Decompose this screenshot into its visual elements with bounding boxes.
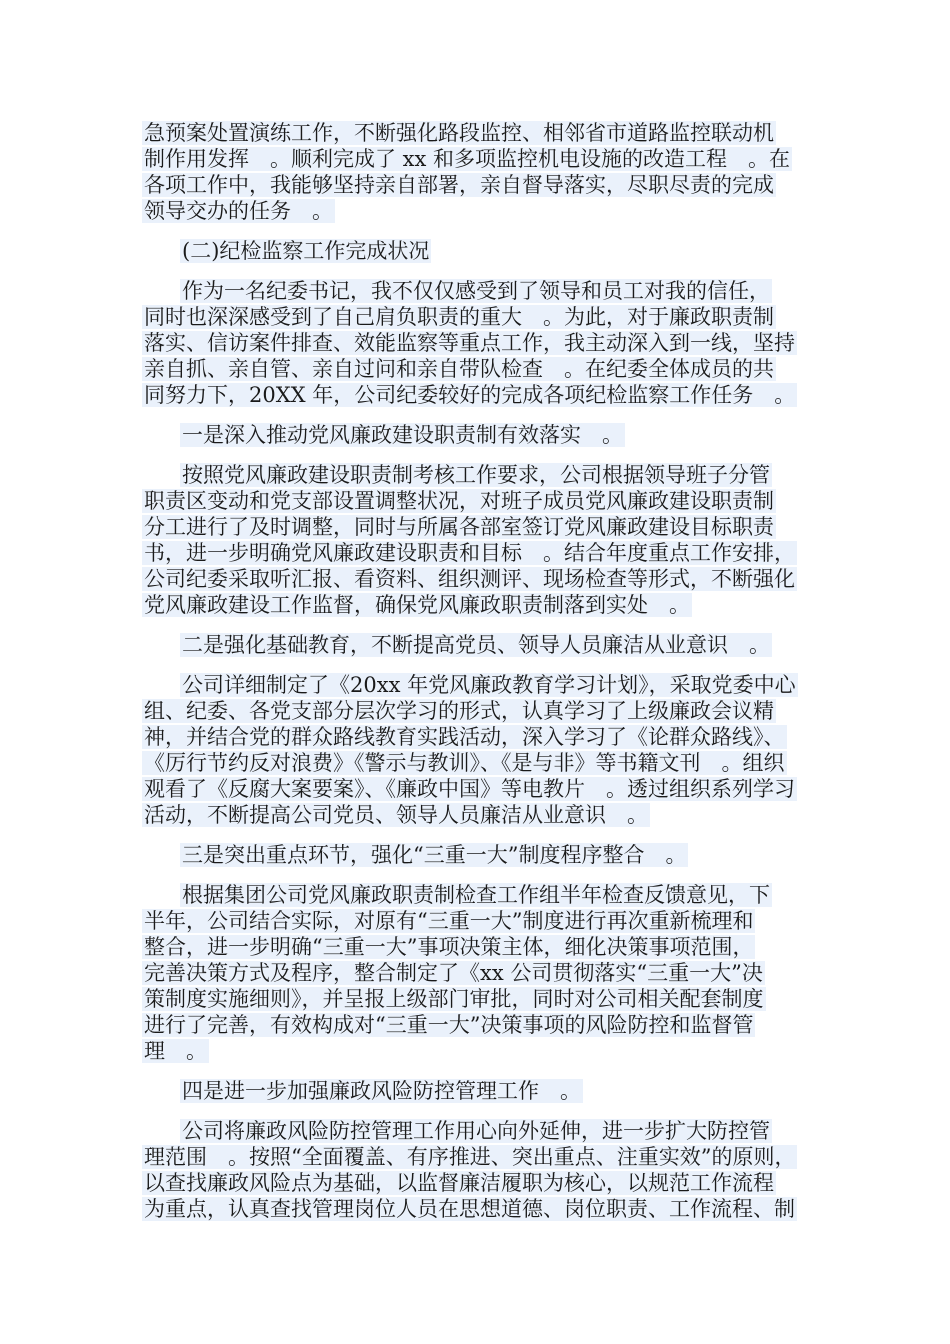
text-line-content: 分工进行了及时调整，同时与所属各部室签订党风廉政建设目标职责 [144, 515, 774, 539]
text-line [142, 842, 832, 868]
text-line-content: 一是深入推动党风廉政建设职责制有效落实 。 [182, 423, 623, 447]
text-line [142, 566, 832, 592]
paragraph [142, 278, 832, 408]
text-line [142, 1196, 832, 1222]
paragraph [142, 462, 832, 618]
text-line [142, 146, 832, 172]
text-line [142, 514, 832, 540]
text-line [142, 802, 832, 828]
text-line-content: 半年，公司结合实际，对原有“三重一大”制度进行再次重新梳理和 [144, 909, 754, 933]
text-line-content: 公司详细制定了《20xx 年党风廉政教育学习计划》，采取党委中心 [182, 673, 796, 697]
text-line-content: 观看了《反腐大案要案》、《廉政中国》等电教片 。透过组织系列学习 [144, 777, 795, 801]
text-line [142, 1118, 832, 1144]
text-line [142, 882, 832, 908]
text-line-content: 急预案处置演练工作，不断强化路段监控、相邻省市道路监控联动机 [144, 121, 774, 145]
text-line-content: 职责区变动和党支部设置调整状况，对班子成员党风廉政建设职责制 [144, 489, 774, 513]
text-line-content: 党风廉政建设工作监督，确保党风廉政职责制落到实处 。 [144, 593, 690, 617]
text-line-content: 领导交办的任务 。 [144, 199, 333, 223]
text-line [142, 698, 832, 724]
text-line [142, 592, 832, 618]
text-line-content: 为重点，认真查找管理岗位人员在思想道德、岗位职责、工作流程、制 [144, 1197, 795, 1221]
text-line-content: 根据集团公司党风廉政职责制检查工作组半年检查反馈意见，下 [182, 883, 770, 907]
text-line [142, 1170, 832, 1196]
paragraph [142, 632, 832, 658]
text-line-content: 进行了完善，有效构成对“三重一大”决策事项的风险防控和监督管 [144, 1013, 754, 1037]
text-line [142, 356, 832, 382]
text-line [142, 960, 832, 986]
text-line-content: 三是突出重点环节，强化“三重一大”制度程序整合 。 [182, 843, 687, 867]
text-line [142, 934, 832, 960]
text-line-content: 落实、信访案件排查、效能监察等重点工作，我主动深入到一线，坚持 [144, 331, 795, 355]
paragraph [142, 842, 832, 868]
text-line-content: (二)纪检监察工作完成状况 [182, 239, 430, 263]
text-line-content: 活动，不断提高公司党员、领导人员廉洁从业意识 。 [144, 803, 648, 827]
paragraph [142, 422, 832, 448]
paragraph [142, 1118, 832, 1222]
paragraph [142, 238, 832, 264]
text-line [142, 382, 832, 408]
text-line [142, 908, 832, 934]
text-line [142, 672, 832, 698]
text-line [142, 1038, 832, 1064]
text-line-content: 公司将廉政风险防控管理工作用心向外延伸，进一步扩大防控管 [182, 1119, 770, 1143]
text-line-content: 按照党风廉政建设职责制考核工作要求，公司根据领导班子分管 [182, 463, 770, 487]
text-line [142, 172, 832, 198]
text-line-content: 神，并结合党的群众路线教育实践活动，深入学习了《论群众路线》、 [144, 725, 785, 749]
text-line [142, 776, 832, 802]
document-page [142, 120, 832, 1236]
text-line-content: 《厉行节约反对浪费》《警示与教训》、《是与非》等书籍文刊 。组织 [144, 751, 785, 775]
text-line [142, 238, 832, 264]
text-line [142, 724, 832, 750]
text-line [142, 462, 832, 488]
paragraph [142, 882, 832, 1064]
text-line [142, 986, 832, 1012]
text-line-content: 四是进一步加强廉政风险防控管理工作 。 [182, 1079, 581, 1103]
text-line-content: 理范围 。按照“全面覆盖、有序推进、突出重点、注重实效”的原则， [144, 1145, 796, 1169]
text-line-content: 组、纪委、各党支部分层次学习的形式，认真学习了上级廉政会议精 [144, 699, 774, 723]
text-line [142, 1078, 832, 1104]
text-line-content: 同时也深深感受到了自己肩负职责的重大 。为此，对于廉政职责制 [144, 305, 774, 329]
text-line-content: 完善决策方式及程序，整合制定了《xx 公司贯彻落实“三重一大”决 [144, 961, 763, 985]
paragraph [142, 672, 832, 828]
text-line-content: 作为一名纪委书记，我不仅仅感受到了领导和员工对我的信任， [182, 279, 770, 303]
text-line-content: 书，进一步明确党风廉政建设职责和目标 。结合年度重点工作安排， [144, 541, 795, 565]
text-line [142, 540, 832, 566]
text-line [142, 278, 832, 304]
text-line-content: 二是强化基础教育，不断提高党员、领导人员廉洁从业意识 。 [182, 633, 770, 657]
text-line-content: 整合，进一步明确“三重一大”事项决策主体，细化决策事项范围， [144, 935, 754, 959]
text-line [142, 422, 832, 448]
text-line-content: 各项工作中，我能够坚持亲自部署，亲自督导落实，尽职尽责的完成 [144, 173, 774, 197]
text-line-content: 制作用发挥 。顺利完成了 xx 和多项监控机电设施的改造工程 。在 [144, 147, 791, 171]
text-line [142, 120, 832, 146]
text-line [142, 488, 832, 514]
text-line-content: 同努力下，20XX 年，公司纪委较好的完成各项纪检监察工作任务 。 [144, 383, 796, 407]
text-line [142, 1012, 832, 1038]
paragraph [142, 1078, 832, 1104]
text-line [142, 304, 832, 330]
text-line [142, 1144, 832, 1170]
paragraph [142, 120, 832, 224]
text-line [142, 750, 832, 776]
text-line-content: 公司纪委采取听汇报、看资料、组织测评、现场检查等形式，不断强化 [144, 567, 795, 591]
text-line-content: 策制度实施细则》，并呈报上级部门审批，同时对公司相关配套制度 [144, 987, 764, 1011]
text-line [142, 330, 832, 356]
text-line [142, 632, 832, 658]
text-line [142, 198, 832, 224]
text-line-content: 以查找廉政风险点为基础，以监督廉洁履职为核心，以规范工作流程 [144, 1171, 774, 1195]
text-line-content: 亲自抓、亲自管、亲自过问和亲自带队检查 。在纪委全体成员的共 [144, 357, 774, 381]
text-line-content: 理 。 [144, 1039, 207, 1063]
